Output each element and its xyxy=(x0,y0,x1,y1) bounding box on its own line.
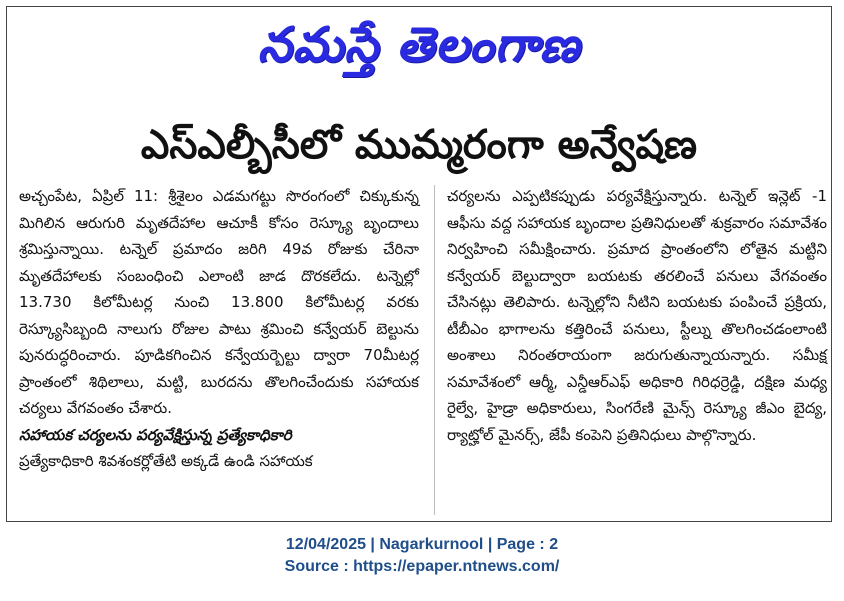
newspaper-clipping xyxy=(6,6,832,522)
newspaper-masthead: నమస్తే తెలంగాణ xyxy=(257,17,581,73)
article-headline: ఎస్ఎల్బీసీలో ముమ్మరంగా అన్వేషణ xyxy=(140,122,698,168)
article-paragraph: అచ్చంపేట, ఏప్రిల్ 11: శ్రీశైలం ఎడమగట్టు సొరంగంలో చిక్కుకున్న మిగిలిన ఆరుగురి మృతదేహాల ఆచూకీ కోసం రెస్క్యూ బృందాలు శ్రమిస్తున్నాయి. టన్నెల్ ప్రమాదం జరిగి 49వ రోజుకు చేరినా మృతదేహాలకు సంబంధించి ఎలాంటి జాడ దొరకలేదు. టన్నెల్లో 13.730 కిలోమీటర్ల నుంచి 13.800 కిలోమీటర్ల వరకు రెస్క్యూసిబ్బంది నాలుగు రోజుల పాటు శ్రమించి కన్వేయర్ బెల్టును పునరుద్ధరించారు. పూడికగించిన కన్వేయర్బెల్టు ద్వారా 70మీటర్ల ప్రాంతంలో శిథిలాలు, మట్టి, బురదను తొలగించేందుకు సహాయక చర్యలు వేగవంతం చేశారు. xyxy=(19,187,419,417)
column-divider xyxy=(434,185,435,515)
article-column-left xyxy=(19,183,419,475)
article-subheading: సహాయక చర్యలను పర్యవేక్షిస్తున్న ప్రత్యేకాధికారి xyxy=(19,425,292,444)
source-footer xyxy=(0,534,844,578)
article-column-right xyxy=(447,183,827,448)
article-paragraph: ప్రత్యేకాధికారి శివశంకర్లోతేటి అక్కడే ఉండి సహాయక xyxy=(19,452,313,470)
source-url: Source : https://epaper.ntnews.com/ xyxy=(284,558,560,575)
edition-info: 12/04/2025 | Nagarkurnool | Page : 2 xyxy=(285,536,559,553)
article-paragraph: చర్యలను ఎప్పటికప్పుడు పర్యవేక్షిస్తున్నారు. టన్నెల్ ఇన్లెట్ -1 ఆఫీసు వద్ద సహాయక బృందాల ప్రతినిధులతో శుక్రవారం సమావేశం నిర్వహించి సమీక్షించారు. ప్రమాద ప్రాంతంలోని లోతైన మట్టిని కన్వేయర్ బెల్టుద్వారా బయటకు తరలించే పనులు వేగవంతం చేసినట్లు తెలిపారు. టన్నెల్లోని నీటిని బయటకు పంపించే ప్రక్రియ, టీబీఎం భాగాలను కత్తిరించే పనులు, స్టీల్ను తొలగించడంలాంటి అంశాలు నిరంతరాయంగా జరుగుతున్నాయన్నారు. సమీక్ష సమావేశంలో ఆర్మీ, ఎన్డీఆర్ఎఫ్ అధికారి గిరిధర్రెడ్డి, దక్షిణ మధ్య రైల్వే, హైడ్రా అధికారులు, సింగరేణి మైన్స్ రెస్క్యూ జీఎం బైద్య, ర్యాట్హోల్ మైనర్స్, జేపీ కంపెని ప్రతినిధులు పాల్గొన్నారు. xyxy=(447,187,827,444)
